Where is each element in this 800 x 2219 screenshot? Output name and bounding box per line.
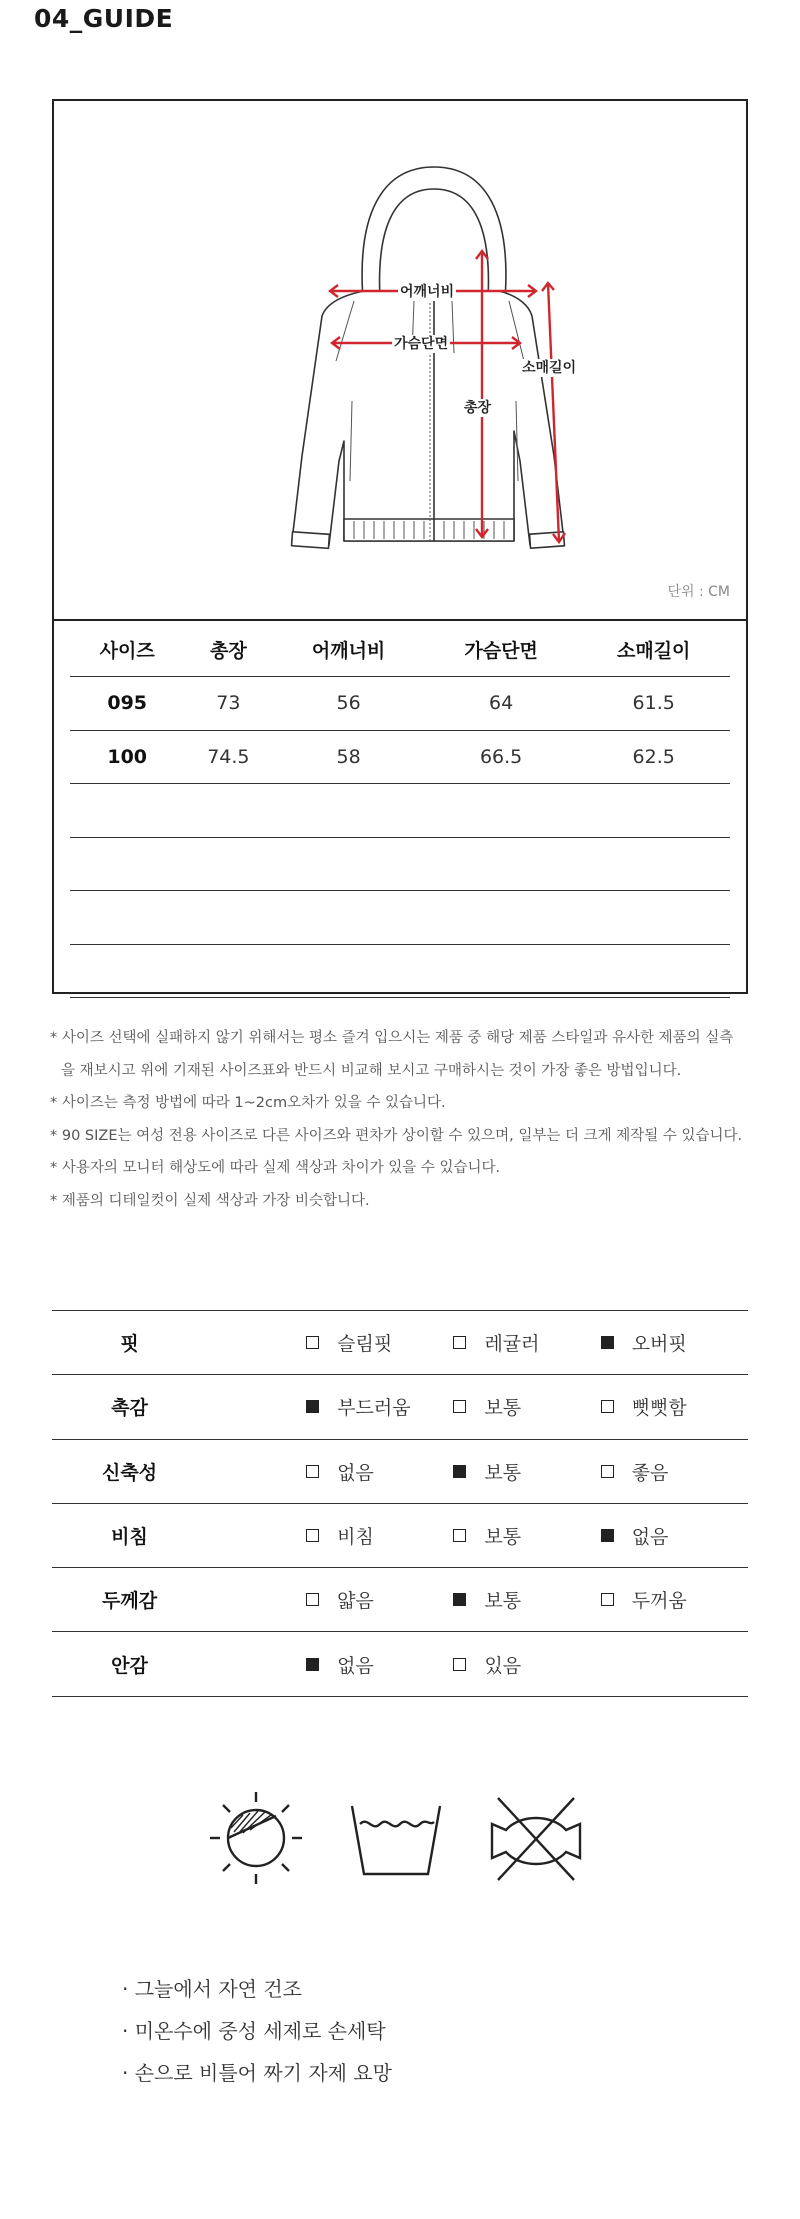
unchecked-box-icon [601,1465,614,1478]
fit-row [52,1568,748,1632]
note-line: * 사용자의 모니터 해상도에 따라 실제 색상과 차이가 있을 수 있습니다. [50,1160,501,1176]
fit-option [306,1632,453,1696]
table-cell: 095 [70,677,184,731]
table-row-empty [70,944,730,998]
length-label: 총장 [464,400,492,416]
fit-option-label: 보통 [484,1397,522,1420]
care-item: · 그늘에서 자연 건조 [122,1977,302,2001]
fit-option [453,1311,600,1375]
fit-option-label: 오버핏 [631,1333,687,1356]
fit-option [453,1503,600,1567]
fit-option-label: 없음 [337,1654,374,1677]
table-row-empty [70,784,730,838]
shoulder-label: 어깨너비 [400,284,455,300]
fit-row-label: 촉감 [52,1375,207,1439]
table-row [70,730,730,784]
page-title: 04_GUIDE [34,4,174,33]
header-size: 사이즈 [70,623,184,677]
table-row-empty [70,891,730,945]
table-cell: 66.5 [425,730,578,784]
fit-row [52,1503,748,1567]
fit-option-label: 보통 [484,1526,522,1549]
fit-option-label: 없음 [631,1526,669,1549]
note-line: 을 재보시고 위에 기재된 사이즈표와 반드시 비교해 보시고 구매하시는 것이 가장 좋은 방법입니다. [61,1062,682,1079]
fit-row [52,1632,748,1696]
header-chest: 가슴단면 [425,623,578,677]
fit-table [52,1310,748,1697]
fit-option [306,1311,453,1375]
fit-option [601,1503,748,1567]
note-line: * 사이즈는 측정 방법에 따라 1~2cm오차가 있을 수 있습니다. [50,1095,446,1111]
fit-option [453,1439,600,1503]
note-line: * 제품의 디테일컷이 실제 색상과 가장 비슷합니다. [50,1192,370,1209]
fit-option-label: 두꺼움 [631,1590,687,1613]
checked-box-icon [306,1400,319,1413]
fit-option-label: 좋음 [631,1461,669,1484]
unchecked-box-icon [453,1400,466,1413]
sleeve-label: 소매길이 [522,360,577,376]
fit-option-label: 보통 [484,1461,522,1484]
hand-wash-icon [346,1788,446,1888]
chest-label: 가슴단면 [394,336,449,352]
fit-option [601,1568,748,1632]
size-table [70,623,730,998]
fit-option-label: 뻣뻣함 [631,1397,687,1420]
header-sleeve: 소매길이 [577,623,730,677]
unchecked-box-icon [306,1529,319,1542]
unchecked-box-icon [306,1465,319,1478]
fit-option-label: 비침 [337,1526,374,1549]
checked-box-icon [453,1593,466,1606]
shade-dry-icon [206,1788,306,1888]
unchecked-box-icon [306,1593,319,1606]
table-cell: 61.5 [577,677,730,731]
unit-label: 단위 : CM [667,584,730,600]
size-guide-box [52,99,748,994]
fit-row [52,1439,748,1503]
fit-option [306,1375,453,1439]
table-cell: 62.5 [577,730,730,784]
checked-box-icon [453,1465,466,1478]
checked-box-icon [601,1336,614,1349]
size-table-header [70,623,730,677]
fit-row [52,1375,748,1439]
fit-option [601,1439,748,1503]
header-length: 총장 [184,623,272,677]
table-cell: 64 [425,677,578,731]
care-instructions [122,1968,392,2094]
header-shoulder: 어깨너비 [272,623,425,677]
fit-option [306,1439,453,1503]
size-notes [50,1022,770,1217]
table-cell: 74.5 [184,730,272,784]
table-row-empty [70,837,730,891]
unchecked-box-icon [601,1400,614,1413]
table-cell: 58 [272,730,425,784]
table-cell: 56 [272,677,425,731]
fit-option-label: 슬림핏 [337,1333,393,1356]
no-wring-icon [486,1788,586,1888]
fit-option-label: 레귤러 [484,1333,540,1356]
table-cell: 73 [184,677,272,731]
fit-row-label: 비침 [52,1503,207,1567]
unchecked-box-icon [453,1336,466,1349]
fit-row-label: 두께감 [52,1568,207,1632]
fit-option-label: 있음 [484,1654,522,1677]
note-line: * 사이즈 선택에 실패하지 않기 위해서는 평소 즐겨 입으시는 제품 중 해당 제품 스타일과 유사한 제품의 실측 [50,1030,734,1046]
fit-option [453,1375,600,1439]
fit-option [453,1568,600,1632]
unchecked-box-icon [453,1529,466,1542]
fit-option-label: 없음 [337,1461,374,1484]
note-line: * 90 SIZE는 여성 전용 사이즈로 다른 사이즈와 편차가 상이할 수 있으며, 일부는 더 크게 제작될 수 있습니다. [50,1127,743,1144]
fit-option [601,1375,748,1439]
garment-illustration [54,101,746,621]
table-cell: 100 [70,730,184,784]
fit-row-label: 핏 [52,1311,207,1375]
fit-option-label: 부드러움 [337,1397,411,1420]
table-row [70,677,730,731]
checked-box-icon [306,1658,319,1671]
fit-row [52,1311,748,1375]
unchecked-box-icon [453,1658,466,1671]
unchecked-box-icon [601,1593,614,1606]
checked-box-icon [601,1529,614,1542]
care-item: · 손으로 비틀어 짜기 자제 요망 [122,2061,392,2085]
hoodie-drawing [54,101,746,621]
fit-option [601,1311,748,1375]
fit-option-label: 보통 [484,1590,522,1613]
fit-option [306,1503,453,1567]
unchecked-box-icon [306,1336,319,1349]
care-item: · 미온수에 중성 세제로 손세탁 [122,2019,386,2043]
fit-option [306,1568,453,1632]
fit-row-label: 안감 [52,1632,207,1696]
fit-option [453,1632,600,1696]
fit-row-label: 신축성 [52,1439,207,1503]
fit-option-label: 얇음 [337,1590,374,1613]
